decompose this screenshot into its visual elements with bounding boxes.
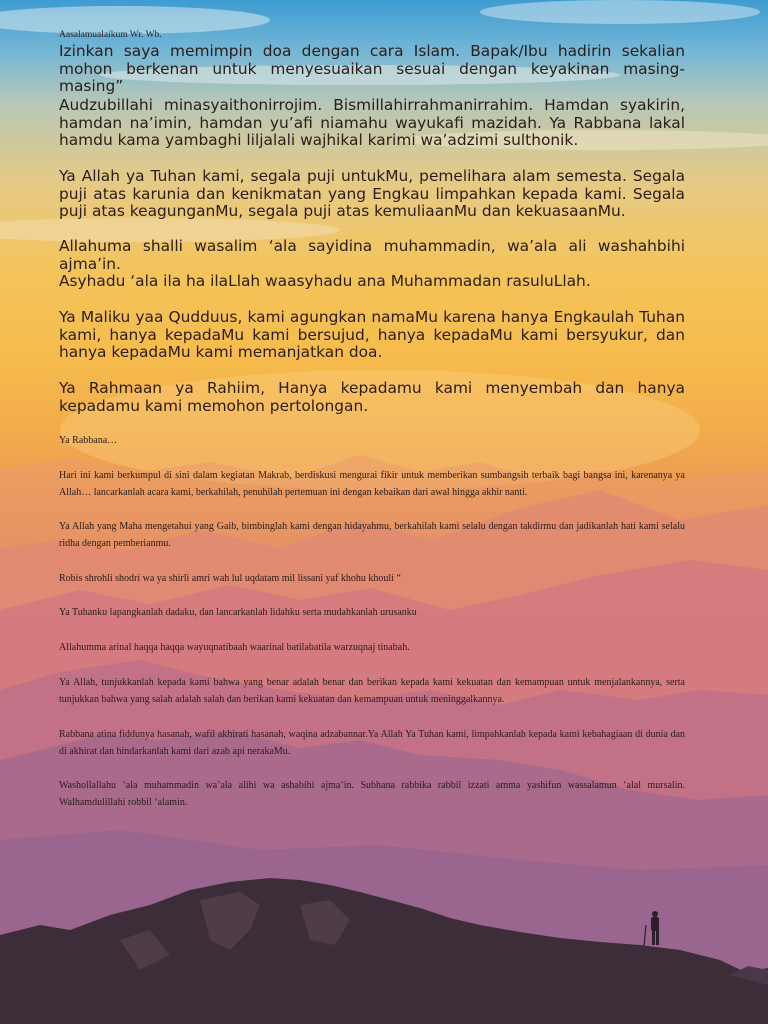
paragraph-rahmaan: Ya Rahmaan ya Rahiim, Hanya kepadamu kami menyembah dan hanya kepadamu kami memohon pertolongan.: [59, 379, 685, 415]
paragraph-washollallahu: Washollallahu ‘ala muhammadin wa’ala alihi wa ashabihi ajma’in. Subhana rabbika rabbil izzati amma yashifun wassalamun ‘alal mursalin. Walhamdulillahi robbil ‘alamin.: [59, 780, 685, 808]
paragraph-ya-rabbana: Ya Rabbana…: [59, 435, 118, 446]
paragraph-puji: Ya Allah ya Tuhan kami, segala puji untukMu, pemelihara alam semesta. Segala puji atas karunia dan kenikmatan yang Engkau limpahkan kepada kami. Segala puji atas keagunganMu, segala puji atas kemuliaanMu dan kekuasaanMu.: [59, 167, 685, 220]
paragraph-lapangkanlah: Ya Tuhanku lapangkanlah dadaku, dan lancarkanlah lidahku serta mudahkanlah urusanku: [59, 607, 417, 618]
paragraph-maha-mengetahui: Ya Allah yang Maha mengetahui yang Gaib, bimbinglah kami dengan hidayahmu, berkahilah kami selalu dengan takdirmu dan jadikanlah hati kami selalu ridha dengan pemberianmu.: [59, 521, 685, 549]
paragraph-tunjukkanlah: Ya Allah, tunjukkanlah kepada kami bahwa yang benar adalah benar dan berikan kepada kami kekuatan dan kemampuan untuk menjalankannya, serta tunjukkan bahwa yang salah adalah salah dan berikan kami kekuatan dan kemampuan untuk meninggalkannya.: [59, 677, 685, 705]
paragraph-maliku: Ya Maliku yaa Qudduus, kami agungkan namaMu karena hanya Engkaulah Tuhan kami, hanya kepadaMu kami bersujud, hanya kepadaMu kami bersyukur, dan hanya kepadaMu kami memanjatkan doa.: [59, 308, 685, 361]
paragraph-syahadat: Asyhadu ‘ala ila ha ilaLlah waasyhadu ana Muhammadan rasuluLlah.: [59, 272, 591, 290]
paragraph-arinal-haqqa: Allahumma arinal haqqa haqqa wayuqnatibaah waarinal batilabatila warzuqnaj tinabah.: [59, 642, 410, 653]
paragraph-makrab: Hari ini kami berkumpul di sini dalam kegiatan Makrab, berdiskusi mengurai fikir untuk memberikan sumbangsih terbaik bagi bangsa ini, karenanya ya Allah… lancarkanlah acara kami, berkahilah, penuhilah pertemuan ini dengan kebaikan dari awal hingga akhir nanti.: [59, 470, 685, 498]
paragraph-intro: Izinkan saya memimpin doa dengan cara Islam. Bapak/Ibu hadirin sekalian mohon berkenan untuk menyesuaikan sesuai dengan keyakinan masing-masing”: [59, 42, 685, 95]
paragraph-robis-shrohli: Robis shrohli shodri wa ya shirli amri wah lul uqdatam mil lissani yaf khohu khouli “: [59, 573, 401, 584]
paragraph-audzubillahi: Audzubillahi minasyaithonirrojim. Bismillahirrahmanirrahim. Hamdan syakirin, hamdan na’imin, hamdan yu’afi niamahu wayukafi mazidah. Ya Rabbana lakal hamdu kama yambaghi liljalali wajhikal karimi wa’adzimi sulthonik.: [59, 96, 685, 149]
greeting-line: Aasalamualaikum Wr. Wb.: [59, 30, 162, 40]
paragraph-rabbana-atina: Rabbana atina fiddunya hasanah, wafil akhirati hasanah, waqina adzabannar.Ya Allah Ya Tuhan kami, limpahkanlah kepada kami kebahagiaan di dunia dan di akhirat dan hindarkanlah kami dari azab api nerakaMu.: [59, 729, 685, 757]
paragraph-shalawat: Allahuma shalli wasalim ‘ala sayidina muhammadin, wa’ala ali washahbihi ajma’in.: [59, 237, 685, 273]
